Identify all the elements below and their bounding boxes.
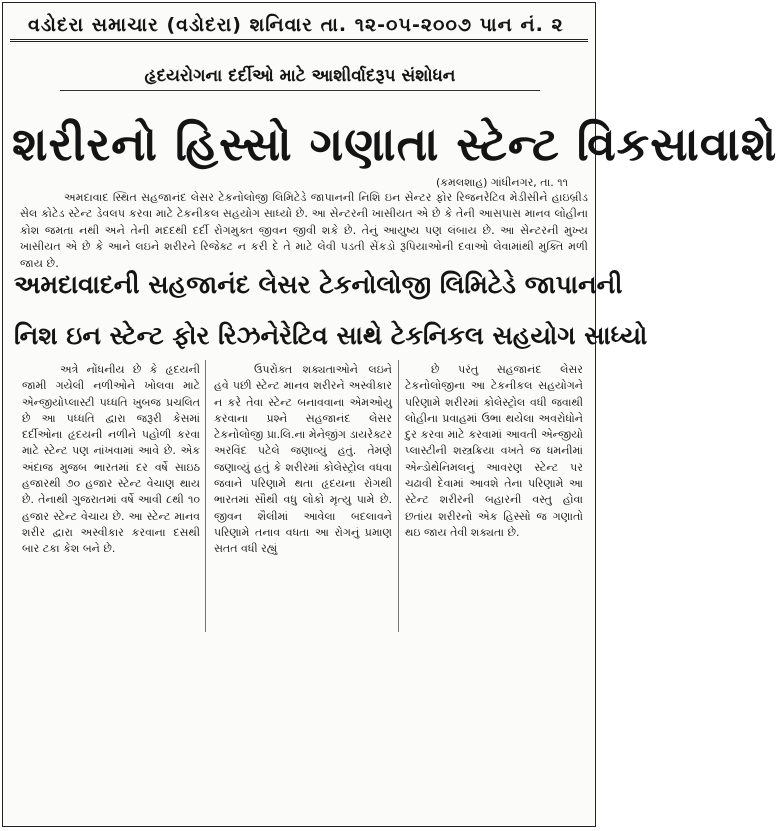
- column-text: ઉપરોક્ત શક્યતાઓને લઇને હવે પછી સ્ટેન્ટ માનવ શરીરને અસ્વીકાર ન કરે તેવા સ્ટેન્ટ બનાવવાના એમઓયુ કરવાના પ્રશ્ને સહજાનંદ લેસર ટેકનોલોજી પ્રા.લિ.ના મેનેજીંગ ડાયરેક્ટર અરવિંદ પટેલે જણાવ્યું હતું. તેમણે જણાવ્યું હતું કે શરીરમાં કોલેસ્ટ્રોલ વધવા જવાને પરિણામે થતા હૃદયના રોગથી ભારતમાં સૌથી વધુ લોકો મૃત્યુ પામે છે. જીવન શૈલીમાં આવેલા બદલાવને પરિણામે તનાવ વધતા આ રોગનું પ્રમાણ સતત વધી રહ્યું: [214, 363, 392, 556]
- body-column-3: [405, 362, 583, 541]
- body-column-2: [214, 362, 392, 558]
- column-divider: [205, 360, 206, 632]
- column-text: અત્રે નોંધનીય છે કે હૃદયની જામી ગયેલી નળીઓને ખોલવા માટે એન્જીયોપ્લાસ્ટી પધ્ધતિ ખુબજ પ્રચલિત છે આ પધ્ધતિ દ્વારા જરૂરી કેસમાં દર્દીઓના હૃદયની નળીને પહોળી કરવા માટે સ્ટેન્ટ પણ નાંખવામાં આવે છે. એક અંદાજ મુજબ ભારતમાં દર વર્ષે સાઇઠ હજારથી ૭૦ હજાર સ્ટેન્ટ વેચાણ થાય છે. તેનાથી ગુજરાતમાં વર્ષે આવી ૮થી ૧૦ હજાર સ્ટેન્ટ વેચાય છે. આ સ્ટેન્ટ માનવ શરીર દ્વારા અસ્વીકાર કરવાના દસથી બાર ટકા કેશ બને છે.: [22, 363, 200, 556]
- body-column-1: [22, 362, 200, 558]
- subheadline-line-1: અમદાવાદની સહજાનંદ લેસર ટેકનોલોજી લિમિટેડે જાપાનની: [14, 270, 623, 299]
- column-divider: [398, 360, 399, 632]
- lead-paragraph: અમદાવાદ સ્થિત સહજાનંદ લેસર ટેકનોલોજી લિમિટેડે જાપાનની નિશિ ઇન સેન્ટર ફોર રિજનરેટિવ મેડીસીને હાઇબ્રીડ સેલ કોટેડ સ્ટેન્ટ ડેવલપ કરવા માટે ટેકનીકલ સહયોગ સાધ્યો છે. આ સેન્ટરની ખાસીયત એ છે કે તેની આસપાસ માનવ લોહીના કોશ જમતા નથી અને તેની મદદથી દર્દી રોગમુક્ત જીવન જીવી શકે છે. તેનું આયુષ્ય પણ લંબાય છે. આ સેન્ટરની મુખ્ય ખાસીયત એ છે કે આને લઇને શરીરને રિજેક્ટ ન કરી દે તે માટે લેવી પડતી સેંકડો રૂપિયાઓની દવાઓ લેવામાંથી મુક્તિ મળી જાય છે.: [20, 191, 588, 270]
- dateline: (કમલશાહ) ગાંધીનગર, તા. ૧૧: [436, 176, 569, 189]
- kicker-headline: હૃદયરોગના દર્દીઓ માટે આશીર્વાદરૂપ સંશોધન: [60, 66, 540, 91]
- masthead: વડોદરા સમાચાર (વડોદરા) શનિવાર તા. ૧૨-૦૫-૨૦૦૭ પાન નં. ૨: [10, 14, 588, 42]
- column-text: છે પરંતુ સહજાનંદ લેસર ટેકનોલોજીના આ ટેકનીકલ સહયોગને પરિણામે શરીરમાં કોલેસ્ટ્રોલ વધી જવાથી લોહીના પ્રવાહમાં ઉભા થયેલા અવરોધોને દુર કરવા માટે કરવામાં આવતી એન્જીયો પ્લાસ્ટીની શસ્ત્રક્રિયા વખતે જ ધમનીમાં એન્ડોથેનિમલનું આવરણ સ્ટેન્ટ પર ચઢાવી દેવામાં આવશે તેના પરિણામે આ સ્ટેન્ટ શરીરની બહારની વસ્તુ હોવા છતાંય શરીરનો એક હિસ્સો જ ગણાતો થઇ જાય તેવી શક્યતા છે.: [405, 363, 583, 539]
- subheadline-line-2: નિશ ઇન સ્ટેન્ટ ફોર રિઝનેરેટિવ સાથે ટેકનિકલ સહયોગ સાધ્યો: [14, 321, 648, 350]
- main-headline: શરીરનો હિસ્સો ગણાતા સ્ટેન્ટ વિકસાવાશે: [12, 117, 777, 171]
